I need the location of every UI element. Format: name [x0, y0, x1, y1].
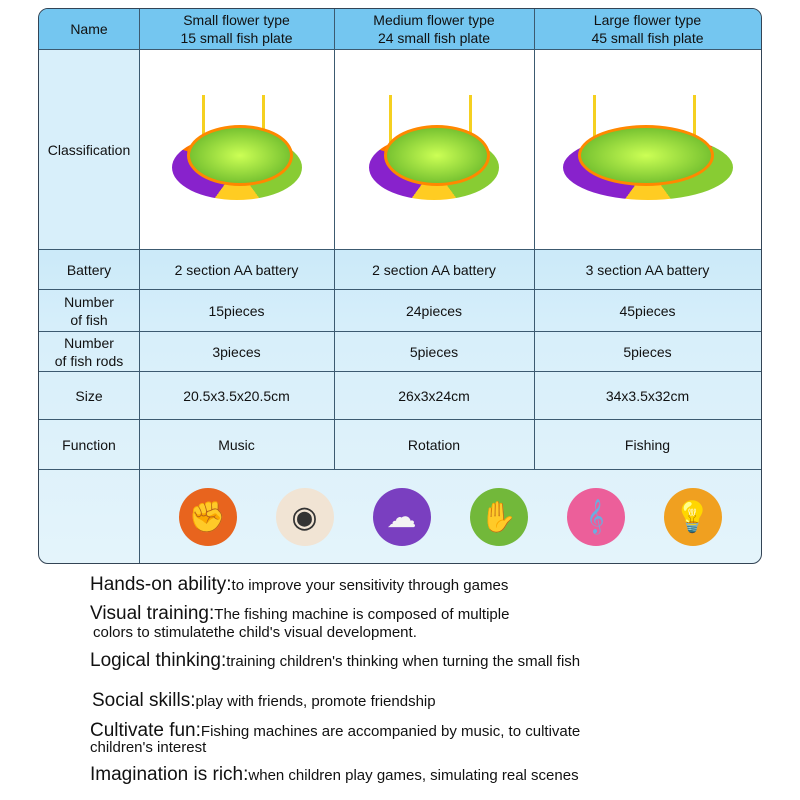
thumbs-up-icon: ✊ — [179, 488, 237, 546]
col1-subtitle: 15 small fish plate — [180, 30, 293, 46]
col1-title: Small flower type — [183, 12, 290, 28]
function-medium: Rotation — [334, 420, 535, 470]
feature-social: Social skills:play with friends, promote friendship — [92, 690, 436, 711]
rods-small: 3pieces — [139, 332, 335, 372]
battery-small: 2 section AA battery — [139, 250, 335, 290]
large-fishing-toy-image — [553, 95, 743, 205]
comparison-table — [38, 8, 762, 564]
size-row — [39, 371, 761, 420]
medium-fishing-toy-image — [359, 95, 509, 205]
header-row — [39, 9, 761, 49]
function-small: Music — [139, 420, 335, 470]
feature-fun: Cultivate fun:Fishing machines are accompanied by music, to cultivate children's interest — [90, 720, 581, 756]
icons-row — [39, 469, 761, 564]
fish-small: 15pieces — [139, 290, 335, 332]
eye-icon: ◉ — [276, 488, 334, 546]
fish-label: Number — [64, 294, 114, 310]
fish-label-2: of fish — [70, 312, 108, 328]
function-label: Function — [39, 420, 140, 470]
classification-row — [39, 49, 761, 250]
feature-hands-on: Hands-on ability:to improve your sensitivity through games — [90, 574, 509, 595]
header-name: Name — [70, 21, 108, 37]
rods-label-2: of fish rods — [54, 353, 124, 369]
col2-subtitle: 24 small fish plate — [377, 30, 491, 46]
fish-row — [39, 289, 761, 332]
feature-imagination: Imagination is rich:when children play games, simulating real scenes — [90, 764, 579, 785]
lightbulb-icon: 💡 — [664, 488, 722, 546]
rods-label: Number — [64, 335, 114, 351]
feature-visual: Visual training:The fishing machine is composed of multiple colors to stimulatethe child's visual development. — [90, 603, 510, 641]
rods-large: 5pieces — [623, 344, 672, 360]
fish-medium: 24pieces — [334, 290, 535, 332]
rods-medium: 5pieces — [334, 332, 535, 372]
size-label: Size — [39, 372, 140, 420]
size-medium: 26x3x24cm — [334, 372, 535, 420]
classification-label: Classification — [47, 142, 131, 158]
function-large: Fishing — [624, 437, 671, 453]
battery-label: Battery — [39, 250, 140, 290]
col2-title: Medium flower type — [373, 12, 495, 28]
col3-title: Large flower type — [593, 12, 702, 28]
rods-row — [39, 331, 761, 372]
col3-subtitle: 45 small fish plate — [591, 30, 704, 46]
battery-large: 3 section AA battery — [585, 262, 710, 278]
brain-icon: ☁ — [373, 488, 431, 546]
feature-logical: Logical thinking:training children's thinking when turning the small fish — [90, 650, 581, 671]
function-row — [39, 419, 761, 470]
battery-row — [39, 249, 761, 290]
battery-medium: 2 section AA battery — [334, 250, 535, 290]
fish-large: 45pieces — [619, 303, 676, 319]
size-small: 20.5x3.5x20.5cm — [139, 372, 335, 420]
small-fishing-toy-image — [162, 95, 312, 205]
music-note-icon: 𝄞 — [567, 488, 625, 546]
size-large: 34x3.5x32cm — [605, 388, 690, 404]
hand-icon: ✋ — [470, 488, 528, 546]
